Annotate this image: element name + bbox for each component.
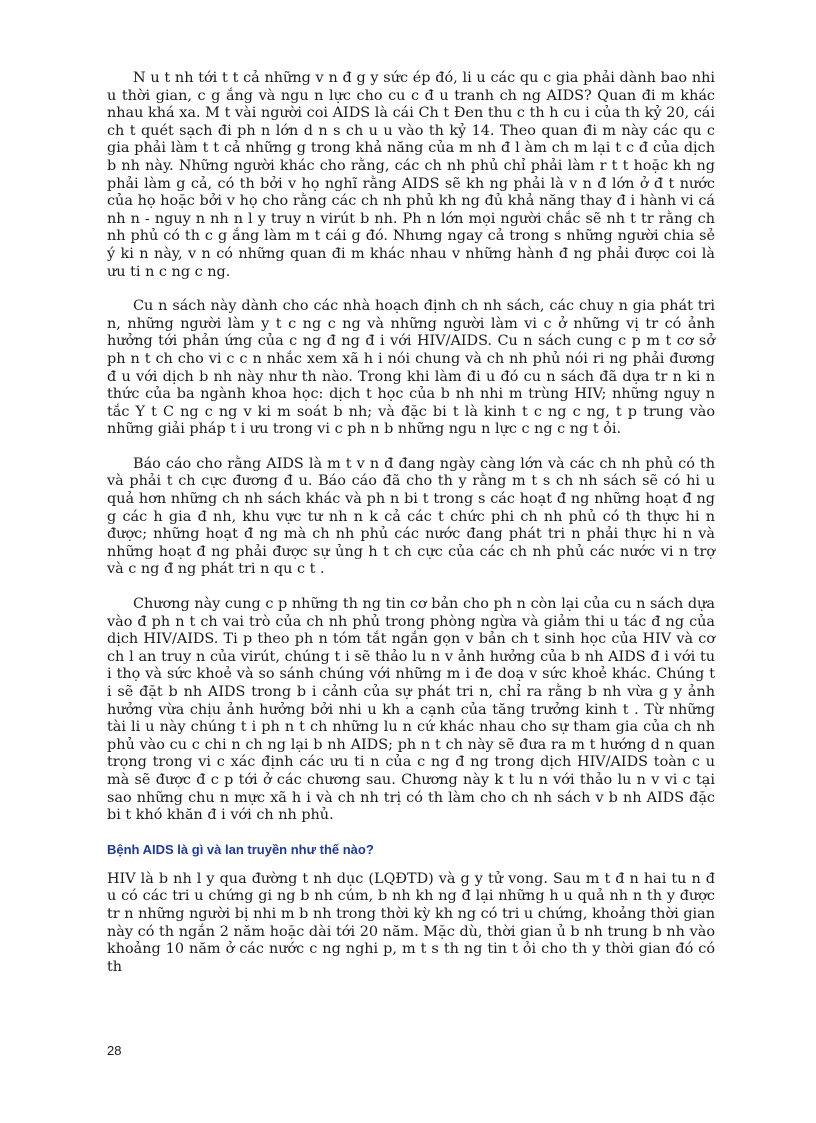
paragraph-5: HIV là b nh l y qua đường t nh dục (LQĐTD) và g y tử vong. Sau m t đ n hai tu n đ u có các tri u chứng gi ng b nh cúm, b nh kh ng đ lại những h u quả nh n th y được tr n những người bị nhi m b nh trong thời kỳ kh ng có tri u chứng, khoảng thời gian này có th ngắn 2 năm hoặc dài tới 20 năm. Mặc dù, thời gian ủ b nh trung b nh vào khoảng 10 năm ở các nước c ng nghi p, m t s th ng tin t ỏi cho th y thời gian đó có th (107, 870, 715, 975)
paragraph-4: Chương này cung c p những th ng tin cơ bản cho ph n còn lại của cu n sách dựa vào đ ph n t ch vai trò của ch nh phủ trong phòng ngừa và giảm thi u tác đ ng của dịch HIV/AIDS. Ti p theo ph n tóm tắt ngắn gọn v bản ch t sinh học của HIV và cơ ch l an truy n của virút, chúng t i sẽ thảo lu n v ảnh hưởng của b nh AIDS đ i với tu i thọ và sức khoẻ và so sánh chúng với những m i đe doạ v sức khoẻ khác. Chúng t i sẽ đặt b nh AIDS trong b i cảnh của sự phát tri n, chỉ ra rằng b nh vừa g y ảnh hưởng vừa chịu ảnh hưởng bởi nhi u kh a cạnh của tăng trưởng kinh t . Từ những tài li u này chúng t i ph n t ch những lu n cứ khác nhau cho sự tham gia của ch nh phủ vào cu c chi n ch ng lại b nh AIDS; ph n t ch này sẽ đưa ra m t hướng d n quan trọng trong vi c xác định các ưu ti n của c ng đ ng trong dịch HIV/AIDS toàn c u mà sẽ được đ c p tới ở các chương sau. Chương này k t lu n với thảo lu n v vi c tại sao những chu n mực xã h i và ch nh trị có th làm cho ch nh sách v b nh AIDS đặc bi t khó khăn đ i với ch nh phủ. (107, 596, 715, 824)
paragraph-3: Báo cáo cho rằng AIDS là m t v n đ đang ngày càng lớn và các ch nh phủ có th và phải t ch cực đương đ u. Báo cáo đã cho th y rằng m t s ch nh sách sẽ có hi u quả hơn những ch nh sách khác và ph n bi t trong s các hoạt đ ng những hoạt đ ng g các h gia đ nh, khu vực tư nh n k cả các t chức phi ch nh phủ có th thực hi n được; những hoạt đ ng mà ch nh phủ các nước đang phát tri n phải thực hi n và những hoạt đ ng phải được sự ủng h t ch cực của các ch nh phủ các nước vi n trợ và c ng đ ng phát tri n qu c t . (107, 455, 715, 578)
paragraph-1: N u t nh tới t t cả những v n đ g y sức ép đó, li u các qu c gia phải dành bao nhi u thời gian, c g ắng và ngu n lực cho cu c đ u tranh ch ng AIDS? Quan đi m khác nhau khá xa. M t vài người coi AIDS là cái Ch t Đen thu c th h cu i của th kỷ 20, cái ch t quét sạch đi ph n lớn d n s ch u u vào th kỷ 14. Theo quan đi m này các qu c gia phải làm t t cả những g trong khả năng của m nh đ l àm ch m lại t c đ của dịch b nh này. Những người khác cho rằng, các ch nh phủ chỉ phải làm r t t hoặc kh ng phải làm g cả, có th bởi v họ nghĩ rằng AIDS sẽ kh ng phải là v n đ lớn ở đ t nước của họ hoặc bởi v họ cho rằng các ch nh phủ kh ng đủ khả năng thay đ i hành vi cá nh n - nguy n nh n l y truy n virút b nh. Ph n lớn mọi người chắc sẽ nh t tr rằng ch nh phủ có th c g ắng làm m t cái g đó. Nhưng ngay cả trong s những người chia sẻ ý ki n này, v n có những quan đi m khác nhau v những hành đ ng phải được coi là ưu ti n c ng c ng. (107, 70, 715, 280)
section-heading: Bệnh AIDS là gì và lan truyền như thế nào? (107, 841, 374, 857)
page-number: 28 (107, 1043, 122, 1058)
document-body (107, 70, 715, 976)
paragraph-2: Cu n sách này dành cho các nhà hoạch định ch nh sách, các chuy n gia phát tri n, những người làm y t c ng c ng và những người làm vi c ở những vị tr có ảnh hưởng tới phản ứng của c ng đ ng đ i với HIV/AIDS. Cu n sách cung c p m t cơ sở ph n t ch cho vi c c n nhắc xem xã h i nói chung và ch nh phủ nói ri ng phải đương đ u với dịch b nh này như th nào. Trong khi làm đi u đó cu n sách đã dựa tr n ki n thức của ba ngành khoa học: dịch t học của b nh nhi m trùng HIV; những nguy n tắc Y t C ng c ng v ki m soát b nh; và đặc bi t là kinh t c ng c ng, t p trung vào những giải pháp t i ưu trong vi c ph n b những ngu n lực c ng c ng t ỏi. (107, 298, 715, 438)
